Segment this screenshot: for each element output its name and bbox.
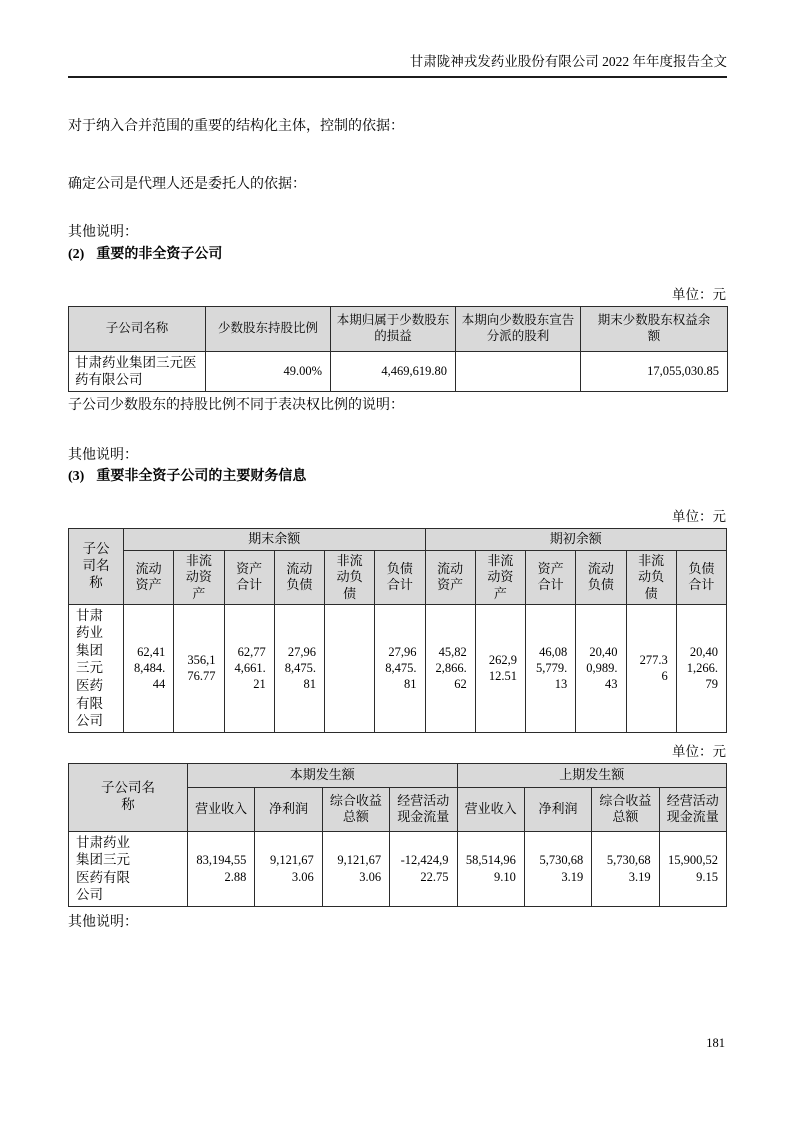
table3-col-prior-net-profit: 净利润: [524, 787, 591, 831]
paragraph-other-notes-2: 其他说明：: [68, 447, 138, 463]
table2-cell-closing-current-liabilities: 27,968,475.81: [274, 604, 324, 732]
table3-group-header-row: [69, 763, 727, 787]
unit-label-3: 单位：元: [672, 743, 726, 759]
table3-col-current-operating-cash-flow: 经营活动现金流量: [390, 787, 457, 831]
table2-cell-opening-current-liabilities: 20,400,989.43: [576, 604, 626, 732]
section-heading-3: [68, 465, 727, 485]
table1-header-row: [69, 306, 728, 351]
paragraph-other-notes-3: 其他说明：: [68, 914, 138, 930]
table3-cell-current-net-profit: 9,121,673.06: [255, 831, 322, 906]
paragraph-other-notes-1: 其他说明：: [68, 225, 138, 241]
subsidiary-name-text: 甘肃药业集团三元医药有限公司: [76, 834, 130, 903]
table2-group-opening-balance: 期初余额: [425, 529, 727, 551]
table2-col-closing-current-assets: 流动资产: [124, 551, 174, 605]
table2-col-opening-noncurrent-liabilities: 非流动负债: [626, 551, 676, 605]
table3-col-current-revenue: 营业收入: [188, 787, 255, 831]
table3-cell-subsidiary-name: [69, 831, 188, 906]
table1-cell-dividends-declared: [456, 351, 581, 391]
table3-cell-current-revenue: 83,194,552.88: [188, 831, 255, 906]
table2-col-closing-noncurrent-liabilities: 非流动负债: [325, 551, 375, 605]
report-title: 甘肃陇神戎发药业股份有限公司 2022 年年度报告全文: [409, 54, 727, 69]
table1-col-minority-shareholding: 少数股东持股比例: [206, 306, 331, 351]
table2-col-opening-noncurrent-assets: 非流动资产: [475, 551, 525, 605]
table2-corner-subsidiary-name: 子公司名称: [69, 529, 124, 605]
table2-col-opening-current-liabilities: 流动负债: [576, 551, 626, 605]
table1-data-row: [69, 351, 728, 391]
table2-group-closing-balance: 期末余额: [124, 529, 426, 551]
section-heading-2: [68, 243, 727, 263]
table2-col-closing-total-assets: 资产合计: [224, 551, 274, 605]
table2-cell-closing-total-assets: 62,774,661.21: [224, 604, 274, 732]
section-3-title: 重要非全资子公司的主要财务信息: [96, 469, 307, 485]
table3-col-current-net-profit: 净利润: [255, 787, 322, 831]
table2-col-opening-total-assets: 资产合计: [526, 551, 576, 605]
table3-group-current-period: 本期发生额: [188, 763, 458, 787]
table1-cell-subsidiary-name: 甘肃药业集团三元医药有限公司: [69, 351, 206, 391]
table1-col-minority-equity-balance: 期末少数股东权益余额: [581, 306, 728, 351]
table2-col-closing-total-liabilities: 负债合计: [375, 551, 425, 605]
header-divider: [68, 76, 727, 78]
table1-cell-minority-equity-balance: 17,055,030.85: [581, 351, 728, 391]
table3-cell-prior-comprehensive-income: 5,730,683.19: [592, 831, 659, 906]
section-2-title: 重要的非全资子公司: [96, 246, 223, 262]
table3-col-current-comprehensive-income: 综合收益总额: [322, 787, 389, 831]
table2-col-closing-current-liabilities: 流动负债: [274, 551, 324, 605]
paragraph-structured-entity-basis: 对于纳入合并范围的重要的结构化主体，控制的依据：: [68, 119, 404, 134]
table2-cell-closing-noncurrent-liabilities: [325, 604, 375, 732]
table2-cell-opening-total-liabilities: 20,401,266.79: [676, 604, 726, 732]
table3-cell-current-comprehensive-income: 9,121,673.06: [322, 831, 389, 906]
table3-col-prior-operating-cash-flow: 经营活动现金流量: [659, 787, 726, 831]
table2-group-header-row: [69, 529, 727, 551]
table3-group-prior-period: 上期发生额: [457, 763, 727, 787]
table1-cell-minority-profit-loss: 4,469,619.80: [331, 351, 456, 391]
table2-col-closing-noncurrent-assets: 非流动资产: [174, 551, 224, 605]
table2-cell-opening-noncurrent-assets: 262,912.51: [475, 604, 525, 732]
paragraph-voting-ratio-note: 子公司少数股东的持股比例不同于表决权比例的说明：: [68, 397, 404, 413]
table2-col-opening-current-assets: 流动资产: [425, 551, 475, 605]
table3-corner-subsidiary-name: 子公司名称: [69, 763, 188, 831]
table2-cell-opening-total-assets: 46,085,779.13: [526, 604, 576, 732]
table1-col-dividends-declared: 本期向少数股东宣告分派的股利: [456, 306, 581, 351]
table3-cell-prior-operating-cash-flow: 15,900,529.15: [659, 831, 726, 906]
table2-cell-closing-noncurrent-assets: 356,176.77: [174, 604, 224, 732]
paragraph-agent-principal-basis: 确定公司是代理人还是委托人的依据：: [68, 177, 306, 193]
table2-cell-closing-total-liabilities: 27,968,475.81: [375, 604, 425, 732]
balance-sheet-summary-table: [68, 528, 727, 733]
table2-cell-opening-noncurrent-liabilities: 277.36: [626, 604, 676, 732]
section-2-number: (2): [68, 246, 85, 262]
table2-subheader-row: [69, 551, 727, 605]
table1-cell-minority-shareholding: 49.00%: [206, 351, 331, 391]
unit-label-2: 单位：元: [672, 509, 726, 525]
table3-col-prior-comprehensive-income: 综合收益总额: [592, 787, 659, 831]
section-3-number: (3): [68, 469, 85, 485]
table3-cell-prior-revenue: 58,514,969.10: [457, 831, 524, 906]
table2-col-opening-total-liabilities: 负债合计: [676, 551, 726, 605]
table1-col-subsidiary-name: 子公司名称: [69, 306, 206, 351]
table2-data-row: [69, 604, 727, 732]
page-number: 181: [706, 1036, 725, 1050]
income-statement-summary-table: [68, 763, 727, 907]
table3-col-prior-revenue: 营业收入: [457, 787, 524, 831]
table2-cell-closing-current-assets: 62,418,484.44: [124, 604, 174, 732]
table3-data-row: [69, 831, 727, 906]
table2-cell-subsidiary-name: 甘肃药业集团三元医药有限公司: [69, 604, 124, 732]
minority-subsidiary-table: [68, 306, 728, 392]
table3-cell-prior-net-profit: 5,730,683.19: [524, 831, 591, 906]
page-header: [68, 0, 727, 70]
unit-label-1: 单位：元: [672, 286, 726, 302]
table2-cell-opening-current-assets: 45,822,866.62: [425, 604, 475, 732]
table3-cell-current-operating-cash-flow: -12,424,922.75: [390, 831, 457, 906]
table1-col-minority-profit-loss: 本期归属于少数股东的损益: [331, 306, 456, 351]
